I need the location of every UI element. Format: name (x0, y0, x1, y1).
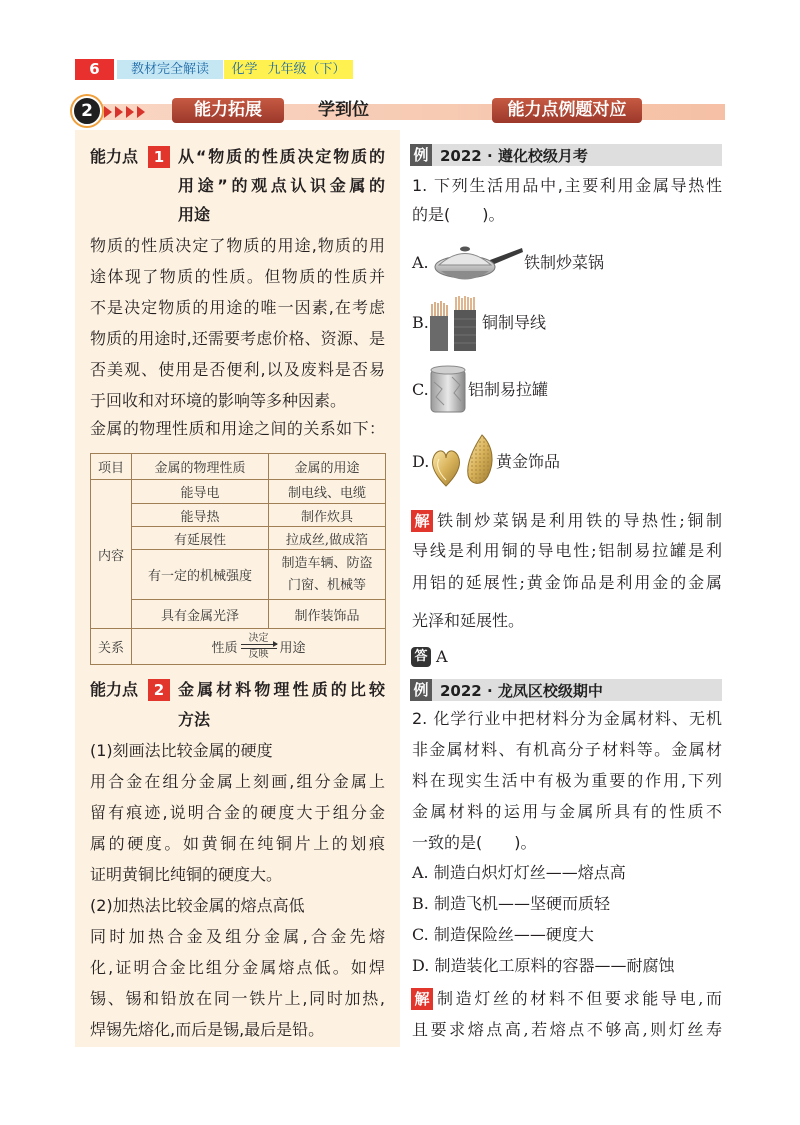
tab-ability-expand: 能力拓展 (172, 98, 284, 123)
question-line: 1. 下列生活用品中,主要利用金属导热性 (412, 176, 722, 195)
relation-right: 用途 (279, 641, 306, 656)
table-intro: 金属的物理性质和用途之间的关系如下： (90, 419, 385, 438)
table-header-row (91, 454, 386, 480)
ability-title-line: 用途 (178, 205, 211, 224)
example-source: 2022 · 龙凤区校级期中 (440, 681, 603, 700)
method-heading: (1)刻画法比较金属的硬度 (90, 741, 273, 760)
option-letter: D. (412, 452, 430, 471)
question-line: 一致的是( )。 (412, 833, 537, 852)
option-letter: A. (412, 863, 429, 882)
relation-arrow-icon (241, 644, 277, 649)
ability-point-label: 能力点 (90, 147, 139, 166)
table-row (91, 550, 386, 600)
copper-wire-icon (428, 295, 482, 353)
use-cell (269, 550, 386, 600)
option-text: 铁制炒菜锅 (524, 253, 605, 272)
option-text: 铝制易拉罐 (468, 380, 549, 399)
use-cell-line: 制造车辆、防盗 (281, 555, 373, 571)
example-tag: 例 (410, 679, 432, 701)
paragraph-line: 化,证明合金比组分金属熔点低。如焊 (90, 958, 385, 977)
paragraph-line: 不是决定物质的用途的唯一因素,在考虑 (90, 298, 385, 317)
paragraph-line: 留有痕迹,说明合金的硬度大于组分金 (90, 803, 385, 822)
table-row (91, 504, 386, 527)
example-header (410, 144, 722, 166)
tab-learn-label: 学到位 (318, 100, 369, 120)
option-line (412, 923, 594, 947)
option-text: 制造白炽灯灯丝——熔点高 (433, 863, 626, 882)
paragraph-line: 物质的用途时,还需要考虑价格、资源、是 (90, 329, 385, 348)
relation-top-label: 决定 (248, 633, 269, 644)
paragraph-line: 锡、锡和铅放在同一铁片上,同时加热, (90, 989, 385, 1008)
explanation-line: 且要求熔点高,若熔点不够高,则灯丝寿 (412, 1020, 722, 1039)
use-cell-line: 门窗、机械等 (287, 577, 366, 593)
relation-arrows (241, 633, 277, 660)
explanation-line: 光泽和延展性。 (412, 611, 525, 630)
option-letter: B. (412, 313, 429, 332)
example-tag: 例 (410, 144, 432, 166)
ability-title-line: 用途”的观点认识金属的 (178, 176, 385, 195)
ability-title-line: 方法 (178, 710, 211, 729)
ability-number-box: 1 (148, 146, 170, 168)
option-text: 制造装化工原料的容器——耐腐蚀 (434, 956, 675, 975)
question-line: 金属材料的运用与金属所具有的性质不 (412, 802, 722, 821)
relation-bottom-label: 反映 (248, 649, 269, 660)
answer-tag: 答 (411, 647, 431, 667)
example-header (410, 679, 722, 701)
explanation-tag: 解 (411, 510, 433, 532)
option-letter: C. (412, 925, 429, 944)
section-number-badge: 2 (72, 96, 102, 126)
option-text: 制造飞机——坚硬而质轻 (433, 894, 610, 913)
arrow-icon (137, 106, 145, 118)
table-row (91, 480, 386, 504)
answer-value: A (436, 647, 448, 666)
paragraph-line: 用合金在组分金属上刻画,组分金属上 (90, 772, 385, 791)
property-use-table (90, 453, 386, 665)
explanation-line: 制造灯丝的材料不但要求能导电,而 (437, 989, 722, 1008)
ability-title-line: 金属材料物理性质的比较 (178, 680, 385, 699)
option-text: 铜制导线 (482, 313, 547, 332)
can-body (431, 370, 465, 412)
paragraph-line: 焊锡先熔化,而后是锡,最后是铅。 (90, 1020, 325, 1039)
arrow-icon (104, 106, 112, 118)
use-cell: 制作炊具 (269, 504, 386, 527)
relation-label-cell: 关系 (91, 629, 132, 665)
property-cell: 能导热 (132, 504, 269, 527)
wire-bundle-right (456, 296, 474, 311)
subject-grade-label (224, 60, 353, 79)
relation-left: 性质 (211, 641, 238, 656)
question-line: 非金属材料、有机高分子材料等。金属材 (412, 740, 722, 759)
property-cell: 能导电 (132, 480, 269, 504)
table-row (91, 600, 386, 629)
option-text: 制造保险丝——硬度大 (433, 925, 594, 944)
option-line (412, 892, 610, 916)
subject-label: 化学 (231, 62, 258, 77)
wire-bundle-left (432, 301, 447, 317)
option-letter: A. (412, 253, 429, 272)
ability-number-box: 2 (148, 679, 170, 701)
option-line (412, 954, 674, 978)
example-source: 2022 · 遵化校级月考 (440, 146, 588, 165)
wok-knob (460, 247, 470, 252)
grade-label: 九年级（下） (267, 62, 346, 77)
explanation-tag: 解 (411, 988, 433, 1010)
wok-icon (432, 236, 524, 288)
table-header-cell: 金属的物理性质 (132, 454, 269, 480)
book-title: 教材完全解读 (117, 60, 223, 79)
table-relation-row (91, 629, 386, 665)
question-line: 料在现实生活中有极为重要的作用,下列 (412, 771, 722, 790)
paragraph-line: 于回收和对环境的影响等多种因素。 (90, 391, 347, 410)
paragraph-line: 否美观、使用是否便利,以及废料是否易 (90, 360, 385, 379)
paragraph-line: 证明黄铜比纯铜的硬度大。 (90, 865, 283, 884)
relation-formula (132, 633, 385, 660)
table-header-cell: 项目 (91, 454, 132, 480)
ability-point-label: 能力点 (90, 680, 139, 699)
use-cell: 制作装饰品 (269, 600, 386, 629)
paragraph-line: 属的硬度。如黄铜在纯铜片上的划痕 (90, 834, 385, 853)
explanation-line: 用铝的延展性;黄金饰品是利用金的金属 (412, 573, 722, 592)
can-top (431, 366, 465, 374)
heart-pendant (433, 451, 460, 486)
use-cell: 拉成丝,做成箔 (269, 527, 386, 550)
page-number: 6 (75, 59, 114, 80)
leaf-pendant (468, 435, 492, 483)
option-line (412, 861, 626, 885)
option-letter: D. (412, 956, 430, 975)
question-line: 2. 化学行业中把材料分为金属材料、无机 (412, 709, 722, 728)
tab-ability-examples: 能力点例题对应 (492, 98, 642, 123)
arrow-icon (126, 106, 134, 118)
property-cell: 有一定的机械强度 (132, 550, 269, 600)
table-header-cell: 金属的用途 (269, 454, 386, 480)
gold-jewelry-icon (430, 432, 496, 490)
method-heading: (2)加热法比较金属的熔点高低 (90, 896, 305, 915)
explanation-line: 铁制炒菜锅是利用铁的导热性;铜制 (437, 511, 722, 530)
arrow-icon (115, 106, 123, 118)
content-label-cell: 内容 (91, 480, 132, 629)
paragraph-line: 物质的性质决定了物质的用途,物质的用 (90, 236, 385, 255)
paragraph-line: 途体现了物质的性质。但物质的性质并 (90, 267, 385, 286)
explanation-line: 导线是利用铜的导电性;铝制易拉罐是利 (412, 541, 722, 560)
can-icon (428, 364, 468, 416)
question-line: 的是( )。 (412, 205, 505, 224)
ability-title-line: 从“物质的性质决定物质的 (178, 147, 385, 166)
option-letter: B. (412, 894, 429, 913)
wok-handle (490, 248, 523, 265)
use-cell: 制电线、电缆 (269, 480, 386, 504)
option-text: 黄金饰品 (496, 452, 561, 471)
table-row (91, 527, 386, 550)
option-letter: C. (412, 380, 429, 399)
property-cell: 具有金属光泽 (132, 600, 269, 629)
wok-lid (439, 254, 491, 266)
property-cell: 有延展性 (132, 527, 269, 550)
relation-cell (132, 629, 386, 665)
paragraph-line: 同时加热合金及组分金属,合金先熔 (90, 927, 385, 946)
